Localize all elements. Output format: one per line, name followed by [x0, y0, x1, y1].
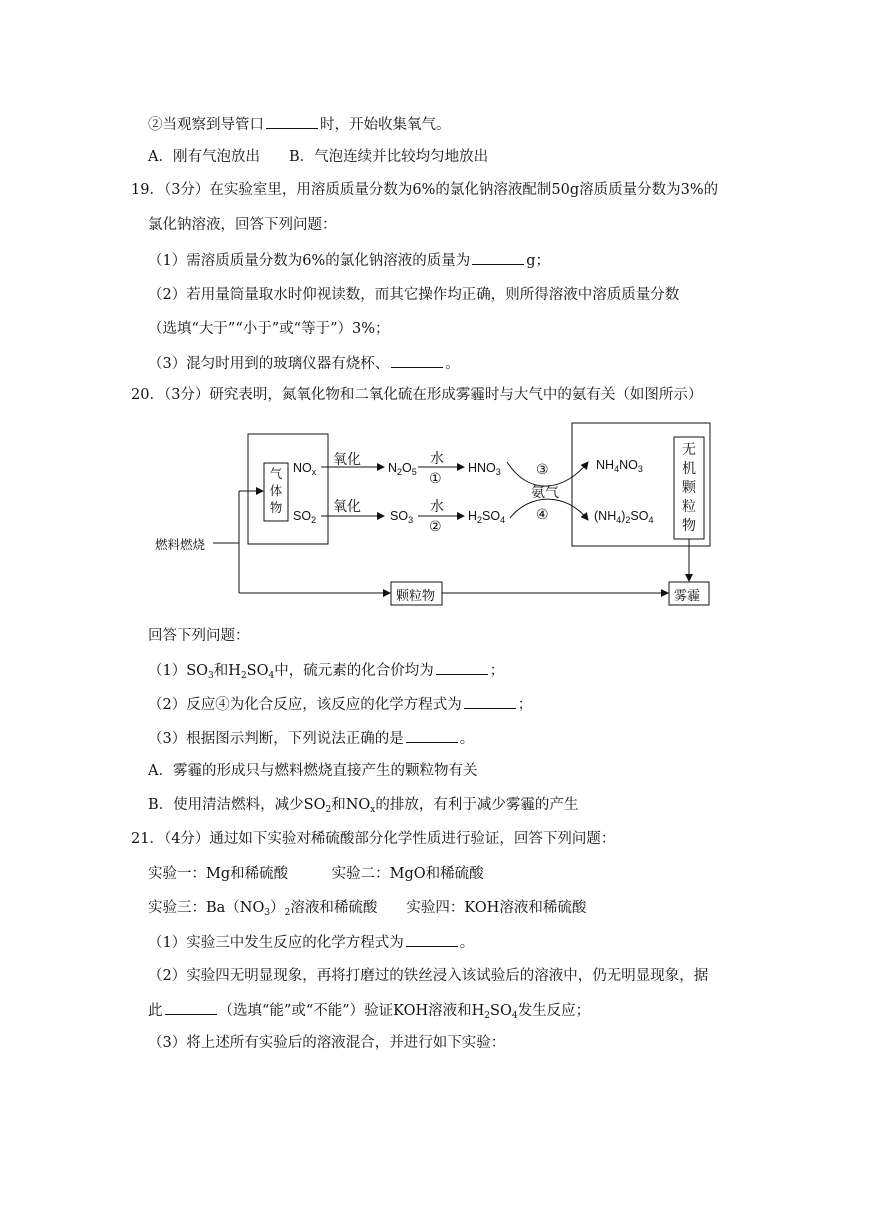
- t: SO: [390, 509, 409, 523]
- q21-part-1: [148, 932, 474, 953]
- text: （3）混匀时用到的玻璃仪器有烧杯、: [148, 356, 390, 372]
- t: SO: [630, 509, 649, 523]
- t: 2: [484, 1011, 491, 1021]
- circle-4-label: ④: [536, 506, 549, 522]
- char: 粒: [682, 498, 696, 514]
- t: 5: [411, 467, 417, 477]
- char: 物: [269, 501, 283, 515]
- inorganic-label: [680, 440, 698, 535]
- t: 发生反应；: [517, 1003, 591, 1019]
- t: 4: [500, 515, 506, 525]
- t: （1）实验三中发生反应的化学方程式为: [148, 935, 404, 951]
- char: 无: [682, 441, 696, 457]
- t: x: [370, 805, 376, 815]
- h2so4-label: [468, 509, 505, 525]
- t: 2: [397, 467, 403, 477]
- t: 溶液和稀硫酸 实验四：KOH溶液和稀硫酸: [290, 900, 587, 916]
- circle-2-label: ②: [429, 518, 442, 534]
- reaction-4-arrow: [510, 499, 588, 520]
- t: x: [311, 467, 317, 477]
- t: 中，硫元素的化合价均为: [274, 663, 434, 679]
- t: 3: [264, 908, 271, 918]
- t: N: [388, 461, 398, 475]
- t: HNO: [468, 461, 496, 475]
- t: ；: [517, 697, 533, 713]
- t: 3: [637, 464, 643, 474]
- answer-blank[interactable]: [406, 932, 458, 947]
- char: 体: [269, 484, 283, 498]
- text: g；: [526, 253, 551, 269]
- water-label-1: 水: [430, 450, 444, 466]
- so2-label: [293, 509, 316, 525]
- q19-stem-2: 氯化钠溶液，回答下列问题：: [148, 217, 337, 233]
- t: SO: [293, 509, 312, 523]
- q20-ask: 回答下列问题：: [148, 628, 250, 644]
- particles-label: 颗粒物: [396, 588, 436, 603]
- text: （1）需溶质质量分数为6%的氯化钠溶液的质量为: [148, 253, 471, 269]
- fuel-label: 燃料燃烧: [155, 538, 206, 552]
- q20-part-3: [148, 728, 474, 749]
- t: （3）根据图示判断，下列说法正确的是: [148, 731, 404, 747]
- circle-3-label: ③: [536, 461, 549, 477]
- q19-part-2: （2）若用量筒量取水时仰视读数，而其它操作均正确，则所得溶液中溶质质量分数: [148, 287, 680, 303]
- t: 4: [648, 515, 654, 525]
- t: ；: [489, 663, 505, 679]
- answer-blank[interactable]: [165, 1000, 217, 1015]
- q20-stem: 20．（3分）研究表明，氮氧化物和二氧化硫在形成雾霾时与大气中的氨有关（如图所示）: [131, 387, 703, 403]
- q21-exp-34: [148, 898, 586, 923]
- t: 3: [408, 515, 414, 525]
- oxidize-label-2: 氧化: [333, 498, 361, 514]
- answer-blank[interactable]: [406, 728, 458, 743]
- oxidize-label-1: 氧化: [333, 451, 361, 467]
- t: 4: [616, 515, 622, 525]
- char: 物: [682, 517, 696, 533]
- nh4no3-label: [596, 458, 643, 474]
- text: ②当观察到导管口: [148, 117, 264, 133]
- t: 2: [311, 515, 317, 525]
- haze-label: 雾霾: [674, 588, 701, 603]
- t: ): [621, 509, 626, 523]
- nh42so4-label: [594, 509, 654, 525]
- q21-part-2b: [148, 1000, 590, 1026]
- ammonia-label: 氨气: [531, 484, 559, 500]
- t: B．使用清洁燃料，减少SO: [148, 797, 326, 813]
- t: 2: [284, 908, 291, 918]
- water-label-2: 水: [430, 498, 444, 514]
- t: 的排放，有利于减少雾霾的产生: [375, 797, 579, 813]
- t: H: [468, 509, 478, 523]
- answer-blank[interactable]: [464, 694, 516, 709]
- t: O: [402, 461, 412, 475]
- q20-option-b: [148, 795, 578, 820]
- t: 4: [268, 671, 275, 681]
- t: NH: [596, 458, 615, 472]
- t: 此: [148, 1003, 163, 1019]
- q19-part-2b: （选填“大于”“小于”或“等于”）3%；: [148, 321, 390, 337]
- t: 实验三：Ba（NO: [148, 900, 265, 916]
- t: SO: [246, 663, 269, 679]
- t: NO: [619, 458, 638, 472]
- t: 4: [614, 464, 620, 474]
- text: 时，开始收集氧气。: [320, 117, 451, 133]
- q21-exp-12: 实验一：Mg和稀硫酸 实验二：MgO和稀硫酸: [148, 866, 484, 882]
- t: 3: [208, 671, 214, 681]
- t: ）: [270, 900, 285, 916]
- q20-part-1: [148, 660, 504, 686]
- q21-part-3: （3）将上述所有实验后的溶液混合，并进行如下实验：: [148, 1035, 506, 1051]
- t: （选填“能”或“不能”）验证KOH溶液和H: [218, 1003, 485, 1019]
- t: (NH: [594, 509, 617, 523]
- so3-label: [390, 509, 413, 525]
- circle-1-label: ①: [429, 470, 442, 486]
- q19-stem: 19．（3分）在实验室里，用溶质质量分数为6%的氯化钠溶液配制50g溶质质量分数为3%的: [131, 182, 719, 198]
- q21-stem: 21．（4分）通过如下实验对稀硫酸部分化学性质进行验证，回答下列问题：: [131, 831, 616, 847]
- q20-option-a: A．雾霾的形成只与燃料燃烧直接产生的颗粒物有关: [148, 763, 478, 779]
- t: 和NO: [331, 797, 371, 813]
- char: 气: [269, 467, 283, 481]
- t: NO: [293, 461, 312, 475]
- t: 2: [240, 671, 247, 681]
- t: 。: [459, 731, 475, 747]
- t: 2: [625, 515, 631, 525]
- nox-label: [293, 461, 316, 477]
- t: 2: [325, 805, 332, 815]
- hno3-label: [468, 461, 501, 477]
- char: 颗: [682, 479, 696, 495]
- gas-label: [268, 466, 284, 517]
- char: 机: [682, 460, 696, 476]
- q20-part-2: [148, 694, 532, 715]
- t: （2）反应④为化合反应，该反应的化学方程式为: [148, 697, 462, 713]
- answer-blank[interactable]: [436, 660, 488, 675]
- t: 4: [511, 1011, 518, 1021]
- t: SO: [490, 1003, 512, 1019]
- t: 3: [495, 467, 501, 477]
- text: 。: [445, 356, 460, 372]
- n2o5-label: [388, 461, 417, 477]
- t: 和H: [213, 663, 241, 679]
- t: 2: [477, 515, 483, 525]
- t: 。: [459, 935, 475, 951]
- q18-options: A．刚有气泡放出 B．气泡连续并比较均匀地放出: [148, 149, 489, 165]
- q21-part-2: （2）实验四无明显现象，再将打磨过的铁丝浸入该试验后的溶液中，仍无明显现象，据: [148, 968, 709, 984]
- t: SO: [482, 509, 501, 523]
- t: （1）SO: [148, 663, 209, 679]
